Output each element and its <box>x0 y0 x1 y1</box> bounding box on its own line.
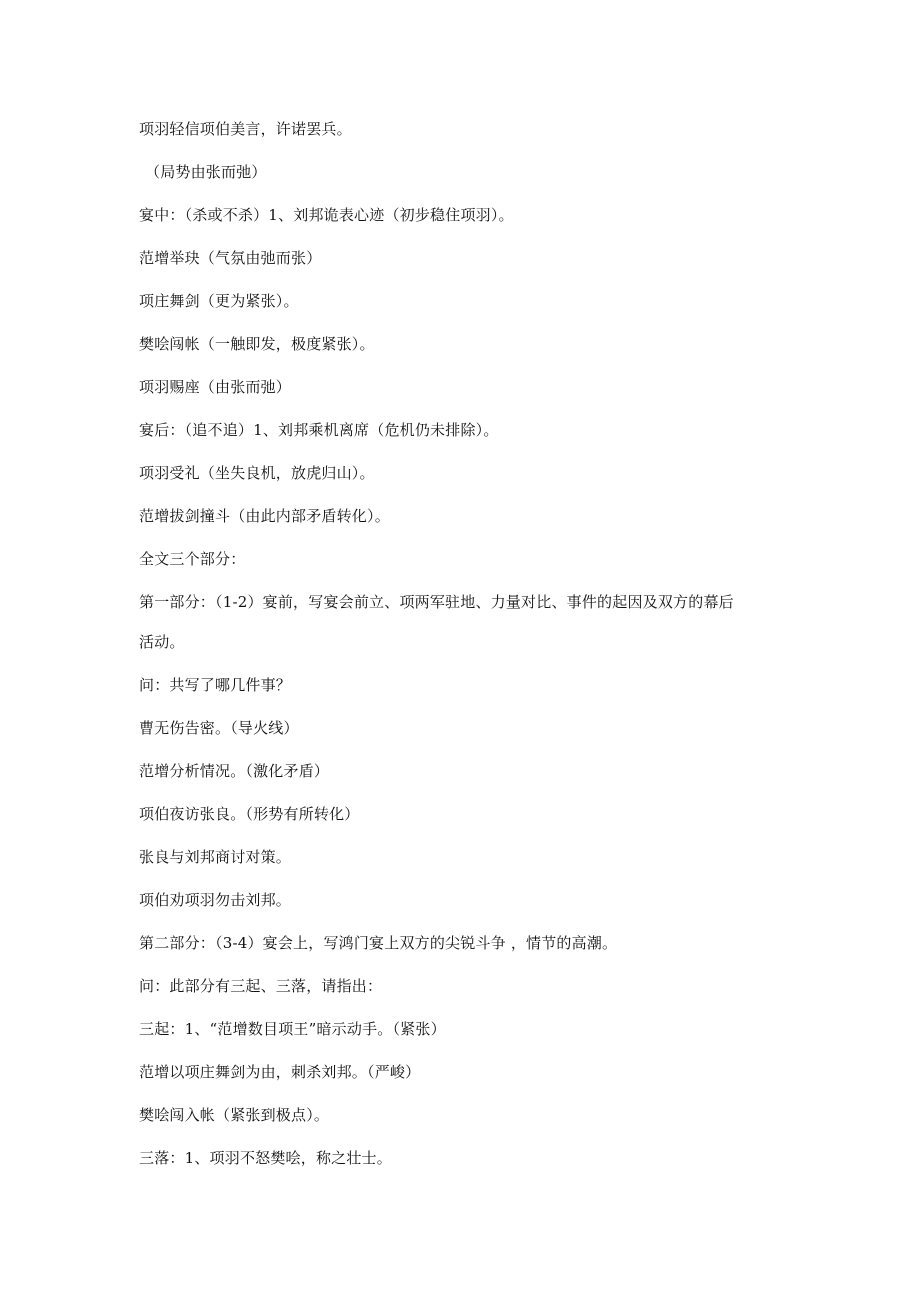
text-line: 范增分析情况。（激化矛盾） <box>139 762 330 780</box>
text-line: 樊哙闯帐（一触即发，极度紧张）。 <box>139 335 375 353</box>
text-line: （局势由张而弛） <box>145 163 267 181</box>
section-heading: 全文三个部分： <box>139 550 246 568</box>
question-line: 问：此部分有三起、三落，请指出： <box>139 977 383 995</box>
text-line: 范增举玦（气氛由弛而张） <box>139 249 322 267</box>
text-line: 宴中：（杀或不杀）1、刘邦诡表心迹（初步稳住项羽）。 <box>139 206 514 224</box>
text-line: 范增拔剑撞斗（由此内部矛盾转化）。 <box>139 507 390 525</box>
text-line: 张良与刘邦商讨对策。 <box>139 848 292 866</box>
text-line: 第一部分：（1-2）宴前，写宴会前立、项两军驻地、力量对比、事件的起因及双方的幕后 <box>139 593 734 611</box>
text-line: 宴后：（追不追）1、刘邦乘机离席（危机仍未排除）。 <box>139 421 499 439</box>
document-body <box>139 118 799 1190</box>
text-line: 曹无伤告密。（导火线） <box>139 719 299 737</box>
text-line: 第二部分：（3-4）宴会上，写鸿门宴上双方的尖锐斗争 ，情节的高潮。 <box>139 934 618 952</box>
text-line: 项伯夜访张良。（形势有所转化） <box>139 805 360 823</box>
text-line: 项羽赐座（由张而弛） <box>139 378 292 396</box>
text-line: 三起：1、“范增数目项王”暗示动手。（紧张） <box>139 1020 446 1038</box>
text-line: 项羽轻信项伯美言，许诺罢兵。 <box>139 120 352 138</box>
text-line-continuation: 活动。 <box>139 633 185 651</box>
question-line: 问：共写了哪几件事？ <box>139 676 292 694</box>
text-line: 樊哙闯入帐（紧张到极点）。 <box>139 1106 330 1124</box>
text-line: 项羽受礼（坐失良机，放虎归山）。 <box>139 464 375 482</box>
text-line: 三落：1、项羽不怒樊哙，称之壮士。 <box>139 1149 392 1167</box>
text-line: 范增以项庄舞剑为由，刺杀刘邦。（严峻） <box>139 1063 421 1081</box>
text-line: 项伯劝项羽勿击刘邦。 <box>139 891 292 909</box>
text-line: 项庄舞剑（更为紧张）。 <box>139 292 299 310</box>
